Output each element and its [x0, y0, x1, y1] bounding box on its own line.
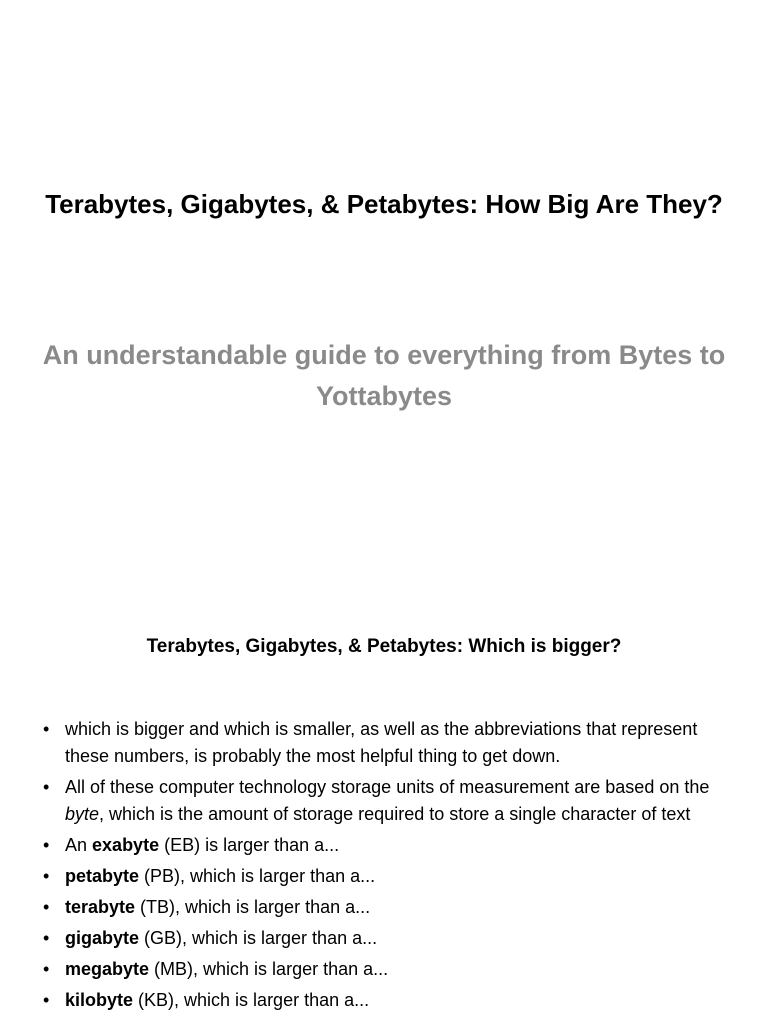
bullet-list	[40, 716, 740, 1018]
unit-name: gigabyte	[65, 928, 140, 948]
list-item	[40, 956, 740, 983]
section-title: Terabytes, Gigabytes, & Petabytes: Which is bigger?	[146, 636, 622, 657]
unit-name: petabyte	[65, 866, 140, 886]
list-item	[40, 716, 740, 770]
bullet-icon: •	[43, 777, 50, 797]
list-item	[40, 774, 740, 828]
unit-name: megabyte	[65, 959, 150, 979]
bullet-rest: (PB), which is larger than a...	[139, 866, 376, 886]
bullet-rest: (MB), which is larger than a...	[149, 959, 389, 979]
bullet-rest: (TB), which is larger than a...	[135, 897, 371, 917]
list-item	[40, 925, 740, 952]
bullet-icon: •	[43, 719, 50, 739]
slide-title: Terabytes, Gigabytes, & Petabytes: How Big Are They?	[45, 189, 723, 219]
unit-name: terabyte	[65, 897, 136, 917]
unit-name: exabyte	[92, 835, 160, 855]
bullet-icon: •	[43, 990, 50, 1010]
bullet-text-after: , which is the amount of storage required to store a single character of text	[99, 804, 691, 824]
bullet-icon: •	[43, 866, 50, 886]
bullet-lead: An	[65, 835, 93, 855]
bullet-icon: •	[43, 928, 50, 948]
bullet-rest: (KB), which is larger than a...	[133, 990, 370, 1010]
bullet-emphasis: byte	[65, 804, 100, 824]
list-item	[40, 832, 740, 859]
slide-subtitle: An understandable guide to everything from Bytes to Yottabytes	[42, 340, 726, 411]
list-item	[40, 894, 740, 921]
bullet-text: which is bigger and which is smaller, as well as the abbreviations that represent these numbers, is probably the most helpful thing to get down.	[65, 719, 698, 766]
bullet-text-before: All of these computer technology storage units of measurement are based on the	[65, 777, 710, 797]
list-item	[40, 863, 740, 890]
bullet-icon: •	[43, 835, 50, 855]
bullet-rest: (GB), which is larger than a...	[139, 928, 378, 948]
bullet-rest: (EB) is larger than a...	[159, 835, 340, 855]
bullet-icon: •	[43, 897, 50, 917]
unit-name: kilobyte	[65, 990, 134, 1010]
list-item	[40, 987, 740, 1014]
bullet-icon: •	[43, 959, 50, 979]
